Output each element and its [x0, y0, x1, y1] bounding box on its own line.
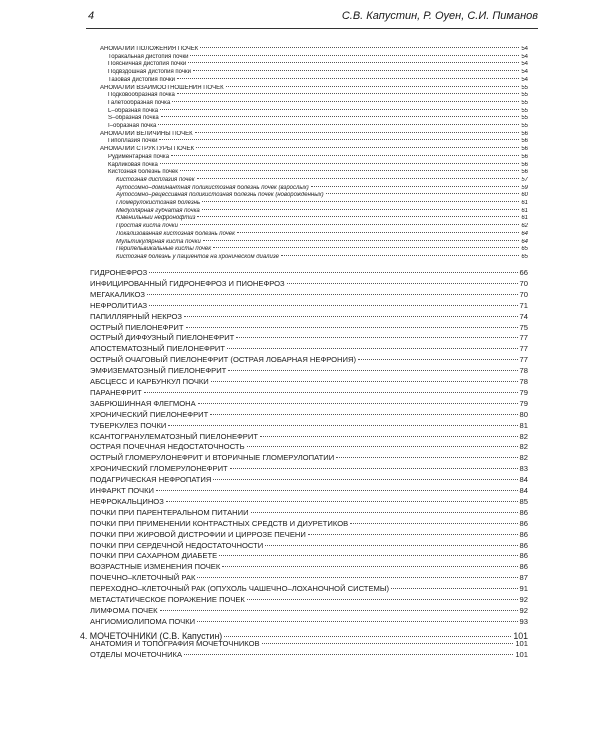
- toc-entry: [90, 464, 528, 473]
- toc-entry-title: АНОМАЛИИ ВЗАИМООТНОШЕНИЯ ПОЧЕК: [100, 84, 224, 91]
- toc-entry-title: АПОСТЕМАТОЗНЫЙ ПИЕЛОНЕФРИТ: [90, 344, 225, 354]
- toc-entry-title: ПАПИЛЛЯРНЫЙ НЕКРОЗ: [90, 311, 183, 321]
- toc-dot-leader: [213, 479, 517, 480]
- toc-entry: [108, 69, 528, 75]
- toc-entry-title: ПОЧКИ ПРИ ЖИРОВОЙ ДИСТРОФИИ И ЦИРРОЗЕ ПЕЧЕНИ: [90, 529, 306, 539]
- toc-entry-page: 82: [519, 442, 528, 452]
- toc-entry: [116, 231, 528, 237]
- toc-dot-leader: [227, 348, 518, 349]
- toc-dot-leader: [260, 436, 518, 437]
- toc-entry-page: 54: [521, 61, 528, 68]
- toc-dot-leader: [193, 70, 519, 71]
- toc-dot-leader: [160, 163, 519, 164]
- toc-entry: [108, 138, 528, 144]
- toc-entry: [90, 388, 528, 397]
- toc-entry-page: 57: [521, 176, 528, 183]
- toc-entry: [90, 344, 528, 353]
- toc-entry-page: 77: [519, 355, 528, 365]
- toc-entry-title: Поясничная дистопия почки: [108, 61, 187, 68]
- toc-entry: [116, 177, 528, 183]
- toc-dot-leader: [237, 232, 519, 233]
- toc-entry: [108, 123, 528, 129]
- toc-entry: [90, 366, 528, 375]
- toc-entry: [116, 239, 528, 245]
- toc-dot-leader: [171, 155, 519, 156]
- toc-entry: [116, 215, 528, 221]
- toc-entry-title: АНОМАЛИИ ПОЛОЖЕНИЯ ПОЧЕК: [100, 46, 199, 52]
- toc-entry-page: 62: [521, 223, 528, 230]
- toc-dot-leader: [247, 446, 518, 447]
- toc-entry-page: 78: [519, 366, 528, 376]
- toc-entry: [90, 584, 528, 593]
- toc-entry: [108, 61, 528, 67]
- toc-entry-title: АНОМАЛИИ СТРУКТУРЫ ПОЧЕК: [100, 146, 195, 153]
- toc-entry-page: 55: [521, 123, 528, 129]
- toc-dot-leader: [203, 240, 519, 241]
- toc-entry-title: ПОДАГРИЧЕСКАЯ НЕФРОПАТИЯ: [90, 475, 212, 485]
- toc-entry: [90, 279, 528, 288]
- toc-entry-title: Простая киста почки: [116, 223, 178, 230]
- toc-entry-page: 82: [519, 431, 528, 441]
- toc-dot-leader: [195, 132, 520, 133]
- toc-dot-leader: [336, 457, 517, 458]
- toc-entry-title: ПАРАНЕФРИТ: [90, 387, 142, 397]
- toc-entry-page: 92: [519, 605, 528, 615]
- toc-entry-page: 56: [521, 153, 528, 160]
- toc-entry-page: 101: [513, 630, 528, 641]
- toc-entry: [116, 254, 528, 260]
- toc-entry-title: Перипельвикальные кисты почек: [116, 246, 212, 253]
- toc-entry: [90, 551, 528, 560]
- toc-entry-title: МЕТАСТАТИЧЕСКОЕ ПОРАЖЕНИЕ ПОЧЕК: [90, 595, 245, 604]
- toc-dot-leader: [219, 555, 517, 556]
- toc-entry-title: МЕГАКАЛИКОЗ: [90, 289, 145, 299]
- toc-entry: [116, 192, 528, 198]
- toc-entry-title: ПОЧКИ ПРИ САХАРНОМ ДИАБЕТЕ: [90, 551, 218, 561]
- toc-entry: [100, 85, 528, 91]
- toc-entry: [108, 100, 528, 106]
- toc-entry: [90, 355, 528, 364]
- toc-dot-leader: [311, 186, 520, 187]
- toc-entry-page: 77: [519, 333, 528, 343]
- running-head-authors: С.В. Капустин, Р. Оуен, С.И. Пиманов: [341, 10, 538, 22]
- toc-entry-page: 101: [515, 638, 528, 648]
- toc-dot-leader: [161, 116, 520, 117]
- toc-entry-page: 81: [519, 420, 528, 430]
- toc-dot-leader: [160, 109, 519, 110]
- toc-entry: [90, 453, 528, 462]
- toc-dot-leader: [180, 170, 519, 171]
- toc-entry-page: 60: [521, 192, 528, 199]
- toc-entry-page: 82: [519, 453, 528, 463]
- toc-dot-leader: [168, 425, 517, 426]
- toc-entry-title: Рудиментарная почка: [108, 153, 170, 160]
- toc-dot-leader: [210, 414, 517, 415]
- toc-entry-page: 54: [521, 53, 528, 60]
- toc-dot-leader: [156, 490, 518, 491]
- toc-entry: [100, 46, 528, 52]
- toc-entry-title: КСАНТОГРАНУЛЕМАТОЗНЫЙ ПИЕЛОНЕФРИТ: [90, 431, 258, 441]
- toc-entry-page: 55: [521, 84, 528, 91]
- toc-entry-title: Кистозная болезнь почек: [108, 169, 178, 176]
- toc-entry-title: Гломерулокистозная болезнь: [116, 200, 201, 206]
- toc-entry-page: 84: [519, 475, 528, 485]
- toc-entry-title: НЕФРОЛИТИАЗ: [90, 300, 148, 310]
- toc-entry-title: АНАТОМИЯ И ТОПОГРАФИЯ МОЧЕТОЧНИКОВ: [90, 638, 260, 648]
- toc-dot-leader: [197, 621, 517, 622]
- toc-entry-title: ОСТРЫЙ ПИЕЛОНЕФРИТ: [90, 322, 184, 332]
- toc-dot-leader: [281, 255, 519, 256]
- toc-entry-page: 79: [519, 387, 528, 397]
- toc-dot-leader: [186, 327, 518, 328]
- toc-entry-page: 101: [515, 649, 528, 659]
- toc-entry-page: 93: [519, 616, 528, 626]
- toc-entry: [90, 268, 528, 277]
- toc-entry: [116, 223, 528, 229]
- toc-entry-page: 91: [519, 584, 528, 594]
- toc-entry: [90, 617, 528, 626]
- toc-dot-leader: [358, 359, 518, 360]
- toc-entry-page: 86: [519, 562, 528, 572]
- toc-entry-title: ПОЧЕЧНО–КЛЕТОЧНЫЙ РАК: [90, 573, 196, 583]
- toc-dot-leader: [172, 101, 519, 102]
- toc-entry-title: Локализованная кистозная болезнь почек: [116, 230, 235, 237]
- toc-entry: [90, 377, 528, 386]
- toc-entry: [116, 246, 528, 252]
- toc-entry: [108, 115, 528, 121]
- toc-entry-title: Медуллярная губчатая почка: [116, 207, 200, 214]
- toc-entry-title: Ювенильный нефронофтиз: [116, 215, 196, 222]
- toc-entry-title: Мультикулярная киста почки: [116, 238, 201, 245]
- toc-entry-page: 55: [521, 115, 528, 122]
- toc-entry: [108, 108, 528, 114]
- toc-entry: [90, 475, 528, 484]
- toc-entry-title: Карликовая почка: [108, 161, 158, 168]
- toc-entry-title: ЛИМФОМА ПОЧЕК: [90, 605, 158, 615]
- toc-entry: [90, 541, 528, 550]
- toc-entry-page: 86: [519, 507, 528, 517]
- toc-entry: [90, 410, 528, 419]
- toc-dot-leader: [265, 545, 517, 546]
- toc-entry-title: Кистозная дисплазия почек: [116, 176, 195, 183]
- toc-entry-title: ОСТРЫЙ ОЧАГОВЫЙ ПИЕЛОНЕФРИТ (ОСТРАЯ ЛОБАРНАЯ НЕФРОНИЯ): [90, 355, 356, 365]
- toc-dot-leader: [159, 139, 519, 140]
- toc-entry-title: ОСТРЫЙ ГЛОМЕРУЛОНЕФРИТ И ВТОРИЧНЫЕ ГЛОМЕРУЛОПАТИИ: [90, 453, 335, 463]
- toc-dot-leader: [149, 272, 517, 273]
- toc-entry-page: 92: [519, 595, 528, 604]
- toc-entry-page: 56: [521, 169, 528, 176]
- toc-entry-title: ИНФИЦИРОВАННЫЙ ГИДРОНЕФРОЗ И ПИОНЕФРОЗ: [90, 278, 285, 288]
- toc-dot-leader: [177, 78, 519, 79]
- toc-entry-title: ЭМФИЗЕМАТОЗНЫЙ ПИЕЛОНЕФРИТ: [90, 366, 227, 376]
- toc-entry-title: ВОЗРАСТНЫЕ ИЗМЕНЕНИЯ ПОЧЕК: [90, 562, 221, 572]
- toc-entry: [100, 146, 528, 152]
- toc-entry-page: 78: [519, 377, 528, 386]
- toc-entry-title: ТУБЕРКУЛЕЗ ПОЧКИ: [90, 420, 167, 430]
- toc-entry-page: 80: [519, 409, 528, 419]
- toc-dot-leader: [184, 654, 513, 655]
- toc-dot-leader: [184, 316, 518, 317]
- toc-dot-leader: [149, 305, 517, 306]
- toc-entry-title: НЕФРОКАЛЬЦИНОЗ: [90, 496, 164, 506]
- toc-entry-page: 77: [519, 344, 528, 354]
- toc-dot-leader: [200, 47, 519, 48]
- toc-entry-page: 66: [519, 268, 528, 277]
- toc-entry-page: 56: [521, 146, 528, 153]
- toc-dot-leader: [197, 178, 520, 179]
- toc-entry: [90, 442, 528, 451]
- toc-entry: [90, 639, 528, 648]
- toc-entry-page: 83: [519, 464, 528, 474]
- toc-entry-title: ХРОНИЧЕСКИЙ ПИЕЛОНЕФРИТ: [90, 409, 209, 419]
- toc-entry: [90, 606, 528, 615]
- toc-dot-leader: [224, 636, 511, 637]
- toc-entry-page: 79: [519, 398, 528, 408]
- toc-dot-leader: [251, 512, 518, 513]
- toc-entry-page: 54: [521, 76, 528, 83]
- toc-entry-title: Подковообразная почка: [108, 92, 175, 99]
- toc-entry: [108, 154, 528, 160]
- toc-entry-title: ОСТРЫЙ ДИФФУЗНЫЙ ПИЕЛОНЕФРИТ: [90, 333, 235, 343]
- toc-entry-title: Подвздошная дистопия почки: [108, 69, 191, 76]
- toc-entry-title: ГИДРОНЕФРОЗ: [90, 268, 148, 277]
- toc-dot-leader: [202, 201, 519, 202]
- toc-dot-leader: [222, 566, 517, 567]
- toc-dot-leader: [236, 337, 517, 338]
- toc-dot-leader: [144, 392, 518, 393]
- toc-entry-title: ПОЧКИ ПРИ ПАРЕНТЕРАЛЬНОМ ПИТАНИИ: [90, 507, 249, 517]
- toc-entry: [90, 399, 528, 408]
- toc-entry-page: 70: [519, 278, 528, 288]
- toc-entry-title: ИНФАРКТ ПОЧКИ: [90, 486, 154, 495]
- toc-dot-leader: [197, 216, 519, 217]
- toc-entry-page: 86: [519, 540, 528, 550]
- toc-entry-title: I–образная почка: [108, 123, 157, 129]
- toc-entry-page: 74: [519, 311, 528, 321]
- toc-entry: [90, 312, 528, 321]
- toc-entry-title: ПОЧКИ ПРИ ПРИМЕНЕНИИ КОНТРАСТНЫХ СРЕДСТВ И ДИУРЕТИКОВ: [90, 518, 349, 528]
- toc-dot-leader: [147, 294, 518, 295]
- toc-entry-page: 70: [519, 289, 528, 299]
- toc-entry-title: ПЕРЕХОДНО–КЛЕТОЧНЫЙ РАК (ОПУХОЛЬ ЧАШЕЧНО–ЛОХАНОЧНОЙ СИСТЕМЫ): [90, 584, 390, 594]
- toc-entry: [90, 497, 528, 506]
- toc-entry-page: 56: [521, 138, 528, 145]
- toc-entry: [90, 333, 528, 342]
- toc-dot-leader: [230, 468, 518, 469]
- toc-entry: [90, 519, 528, 528]
- toc-entry-page: 87: [519, 573, 528, 583]
- toc-dot-leader: [197, 577, 517, 578]
- toc-dot-leader: [166, 501, 518, 502]
- toc-entry-page: 65: [521, 253, 528, 260]
- toc-entry-page: 55: [521, 92, 528, 99]
- toc-dot-leader: [308, 534, 518, 535]
- toc-entry: [90, 301, 528, 310]
- toc-entry: [90, 650, 528, 659]
- toc-entry: [116, 208, 528, 214]
- toc-dot-leader: [160, 610, 518, 611]
- toc-dot-leader: [196, 147, 519, 148]
- toc-dot-leader: [350, 523, 517, 524]
- toc-dot-leader: [213, 247, 519, 248]
- toc-entry-page: 59: [521, 184, 528, 191]
- toc-dot-leader: [287, 283, 518, 284]
- toc-entry-page: 61: [521, 207, 528, 214]
- toc-dot-leader: [158, 124, 519, 125]
- toc-entry-page: 56: [521, 161, 528, 168]
- toc-entry-page: 65: [521, 246, 528, 253]
- toc-entry-title: АБСЦЕСС И КАРБУНКУЛ ПОЧКИ: [90, 377, 209, 386]
- toc-entry: [90, 573, 528, 582]
- toc-entry-page: 85: [519, 496, 528, 506]
- toc-entry-page: 71: [519, 300, 528, 310]
- toc-entry-title: ХРОНИЧЕСКИЙ ГЛОМЕРУЛОНЕФРИТ: [90, 464, 228, 474]
- toc-entry-title: ОСТРАЯ ПОЧЕЧНАЯ НЕДОСТАТОЧНОСТЬ: [90, 442, 245, 452]
- toc-entry: [108, 77, 528, 83]
- toc-entry-title: Аутосомно–доминантная поликистозная болезнь почек (взрослых): [116, 184, 309, 191]
- toc-entry-title: 4. МОЧЕТОЧНИКИ (С.В. Капустин): [80, 630, 223, 641]
- toc-entry-page: 86: [519, 529, 528, 539]
- toc-entry: [108, 162, 528, 168]
- toc-entry: [108, 54, 528, 60]
- toc-entry-title: ЗАБРЮШИННАЯ ФЛЕГМОНА: [90, 398, 196, 408]
- toc-entry-title: ОТДЕЛЫ МОЧЕТОЧНИКА: [90, 649, 183, 659]
- toc-entry-page: 86: [519, 518, 528, 528]
- toc-dot-leader: [198, 403, 518, 404]
- toc-dot-leader: [228, 370, 517, 371]
- toc-dot-leader: [190, 55, 519, 56]
- toc-entry-title: Аутосомно–рецессивная поликистозная болезнь почек (новорожденных): [116, 192, 324, 199]
- toc-entry-title: Галетообразная почка: [108, 99, 171, 106]
- toc-entry: [90, 323, 528, 332]
- toc-entry-page: 55: [521, 107, 528, 114]
- toc-dot-leader: [202, 209, 520, 210]
- toc-entry: [90, 562, 528, 571]
- toc-entry-page: 54: [521, 46, 528, 52]
- toc-entry-title: L–образная почка: [108, 107, 159, 114]
- toc-entry: [108, 92, 528, 98]
- toc-entry-title: ПОЧКИ ПРИ СЕРДЕЧНОЙ НЕДОСТАТОЧНОСТИ: [90, 540, 264, 550]
- toc-entry-page: 64: [521, 238, 528, 245]
- toc-entry-title: Гипоплазия почки: [108, 138, 158, 145]
- toc-entry: [90, 595, 528, 604]
- toc-entry-page: 56: [521, 130, 528, 137]
- toc-entry-page: 64: [521, 230, 528, 237]
- toc-entry-page: 61: [521, 200, 528, 206]
- toc-entry-title: S–образная почка: [108, 115, 159, 122]
- toc-entry-title: АНГИОМИОЛИПОМА ПОЧКИ: [90, 616, 196, 626]
- toc-entry-title: Тазовая дистопия почки: [108, 76, 176, 83]
- toc-entry: [90, 508, 528, 517]
- toc-entry: [100, 131, 528, 137]
- toc-entry-title: Кистозная болезнь у пациентов на хроническом диализе: [116, 253, 279, 260]
- toc-entry: [90, 290, 528, 299]
- toc-entry: [108, 169, 528, 175]
- toc-dot-leader: [211, 381, 518, 382]
- toc-entry-page: 54: [521, 69, 528, 76]
- toc-dot-leader: [226, 86, 520, 87]
- toc-entry: [90, 530, 528, 539]
- toc-entry: [116, 185, 528, 191]
- toc-dot-leader: [247, 599, 518, 600]
- toc-entry-page: 61: [521, 215, 528, 222]
- toc-entry: [90, 421, 528, 430]
- toc-entry-page: 84: [519, 486, 528, 495]
- toc-entry-title: АНОМАЛИИ ВЕЛИЧИНЫ ПОЧЕК: [100, 130, 193, 137]
- page-number: 4: [88, 10, 95, 22]
- toc-entry-page: 75: [519, 322, 528, 332]
- toc-dot-leader: [180, 224, 519, 225]
- toc-entry: [116, 200, 528, 206]
- toc-entry-page: 86: [519, 551, 528, 561]
- toc-dot-leader: [188, 62, 519, 63]
- toc-entry-page: 55: [521, 99, 528, 106]
- toc-entry-title: Торакальная дистопия почки: [108, 53, 189, 60]
- toc-dot-leader: [177, 93, 519, 94]
- toc-dot-leader: [391, 588, 517, 589]
- toc-entry: [90, 486, 528, 495]
- toc-entry: [90, 432, 528, 441]
- toc-dot-leader: [262, 643, 514, 644]
- toc-dot-leader: [326, 193, 520, 194]
